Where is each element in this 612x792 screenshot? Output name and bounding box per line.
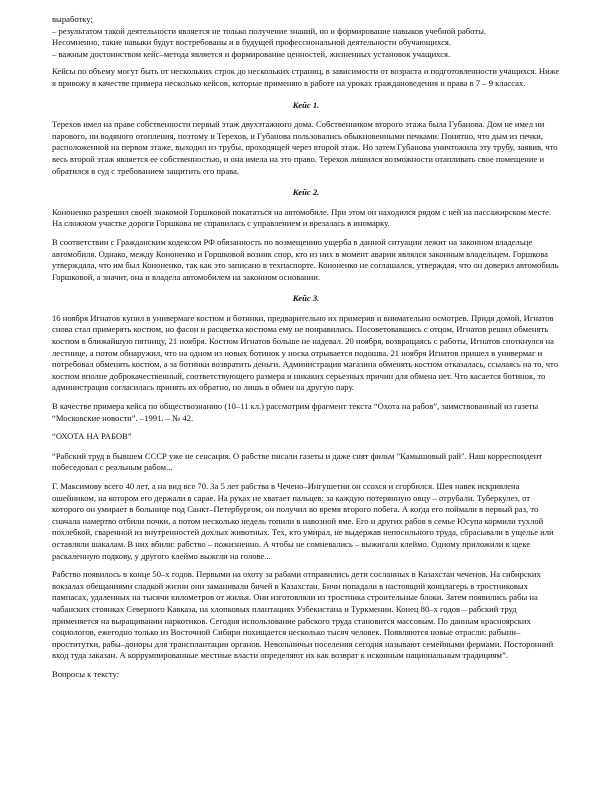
case-3-title: Кейс 3. xyxy=(292,293,320,304)
intro-lines xyxy=(52,14,560,60)
article-paragraph-2: Рабство появилось в конце 50–х годов. Первыми на охоту за рабами отправились дети сосланных в Казахстан чеченов. На сибирских вокзалах обещаниями сладкой жизни они заманивали бичей в Казахстан. Бичи попадали в настоящий концлагерь в тростниковых пампасах, удаленных на тысячи километров от жилья. Они изготовляли из тростника строительные блоки. Затем появились рабы на чабанских стоянках Северного Кавказа, на хлопковых плантациях Узбекистана и Туркмении. Конец 80–х годов – рабский труд применяется на выращивании наркотиков. Сегодня использование рабского труда становится массовым. По данным красноярских социологов, ежегодно только из Восточной Сибири похищается несколько тысяч человек. Появляются новые отрасли: рабыни–проститутки, рабы–доноры для трансплантации органов. Невольничьи поселения сегодня называют семейными фермами. Посторонний вход туда заказан. А коррумпированные местные власти определяют их как возврат к исконным национальным традициям”. xyxy=(52,569,554,661)
intro-line: – результатом такой деятельности является не только получение знаний, но и формирование навыков учебной работы. xyxy=(52,25,487,36)
case-2-title: Кейс 2. xyxy=(292,187,320,198)
case-3-text: 16 ноября Игнатов купил в универмаге костюм и ботинки, предварительно их примерив и внимательно осмотрев. Придя домой, Игнатов снова стал примерять костюм, но фасон и расцветка костюма ему не понравились. Посоветовавшись с отцом, Игнатов решил обменять костюм в ближайшую пятницу, 21 ноября. Костюм Игнатов больше не надевал. 20 ноября, возвращаясь с работы, Игнатов споткнулся на лестнице, а потом обнаружил, что на одном из новых ботинок у носка отрывается подошва. 21 ноября Игнатов пришел в универмаг и потребовал обменять костюм, а за ботинки возвратить деньги. Администрация магазина обменять костюм отказалась, ссылаясь на то, что костюм вполне доброкачественный, соответствующего размера и никаких серьезных причин для обмена нет. Что касается ботинок, то администрация согласилась принять их обратно, но лишь в обмен на другую пару. xyxy=(52,312,558,393)
article-paragraph-1: Г. Максимову всего 40 лет, а на вид все 70. За 5 лет рабства в Чечено–Ингушетии он ссохся и сгорбился. Шея навек искривлена ошейником, на котором его держали в сарае. На руках не хватает пальцев: за каждую потерянную овцу – отрубали. Туберкулез, от которого он умирает в больнице под Санкт–Петербургом, он получил во время второго побега. А когда его поймали в первый раз, то сначала намертво отбили почки, а потом несколько недель топили в навозной яме. Его и других рабов в семье Юсупа кормили тухлой похлебкой, сваренной из внутренностей дохлых животных. Тех, кто умирал, не выдержав непосильного труда, сбрасывали в ущелье или оставляли шакалам. В них вбили: рабство – пожизненно. А чтобы не сомневались – выжигали клеймо. Одному приложили к щеке раскаленную подкову, у другого клеймо выжгли на голове... xyxy=(52,481,554,561)
intro-paragraph: Кейсы по объему могут быть от нескольких строк до нескольких страниц, в зависимости от возраста и подготовленности учащихся. Ниже я привожу в качестве примера несколько кейсов, которые применяю в работе на уроках граждановедения и права в 7 – 9 классах. xyxy=(52,66,560,88)
questions-label: Вопросы к тексту: xyxy=(52,668,120,679)
case-2-text-2: В соответствии с Гражданским кодексом РФ обязанность по возмещению ущерба в данной ситуации лежит на законном владельце автомобиля. Однако, между Кононенко и Горшковой возник спор, кто из них в момент аварии являлся законным владельцем. Горшкова утверждала, что им был Кононенко, так как это записано в техпаспорте. Кононенко не соглашался, утверждая, что он доверил автомобиль Горшковой, а значит, она и владела автомобилем на законном основании. xyxy=(52,236,559,282)
intro-line: Несомненно, такие навыки будут востребованы и в будущей профессиональной деятельности обучающихся. xyxy=(52,37,451,48)
case-1-title: Кейс 1. xyxy=(292,99,320,110)
case-2-text-1: Кононенко разрешил своей знакомой Горшковой покататься на автомобиле. При этом он находился рядом с ней на пассажирском месте. На сложном участке дороги Горшкова не справилась с управлением и врезалась в иномарку. xyxy=(52,206,552,229)
article-lead: “Рабский труд в бывшем СССР уже не сенсация. О рабстве писали газеты и даже снят фильм "Камышовый рай". Наш корреспондент побеседовал с реальным рабом... xyxy=(52,450,543,473)
example-intro: В качестве примера кейса по обществознанию (10–11 кл.) рассмотрим фрагмент текста “Охота на рабов”, заимствованный из газеты “Московские новости”. –1991. – № 42. xyxy=(52,401,539,423)
intro-line: выработку; xyxy=(52,14,93,24)
article-title: “ОХОТА НА РАБОВ” xyxy=(52,431,132,442)
intro-line: – важным достоинством кейс–метода является и формирование ценностей, жизненных установок учащихся. xyxy=(52,48,451,59)
case-1-text: Терехов имел на праве собственности первый этаж двухэтажного дома. Собственником второго этажа была Губанова. Дом не имел ни парового, ни водяного отопления, поэтому и Терехов, и Губанова пользовались обыкновенными печками. Понятно, что дым из печки, расположенной на первом этаже, выходил из трубы, проходящей через второй этаж. Но затем Губанова уничтожила эту трубу, заявив, что весь второй этаж является ее собственностью, и она имела на это право. Терехов лишился возможности отапливать свое помещение и обратился в суд с требованием защитить его права. xyxy=(52,119,558,176)
